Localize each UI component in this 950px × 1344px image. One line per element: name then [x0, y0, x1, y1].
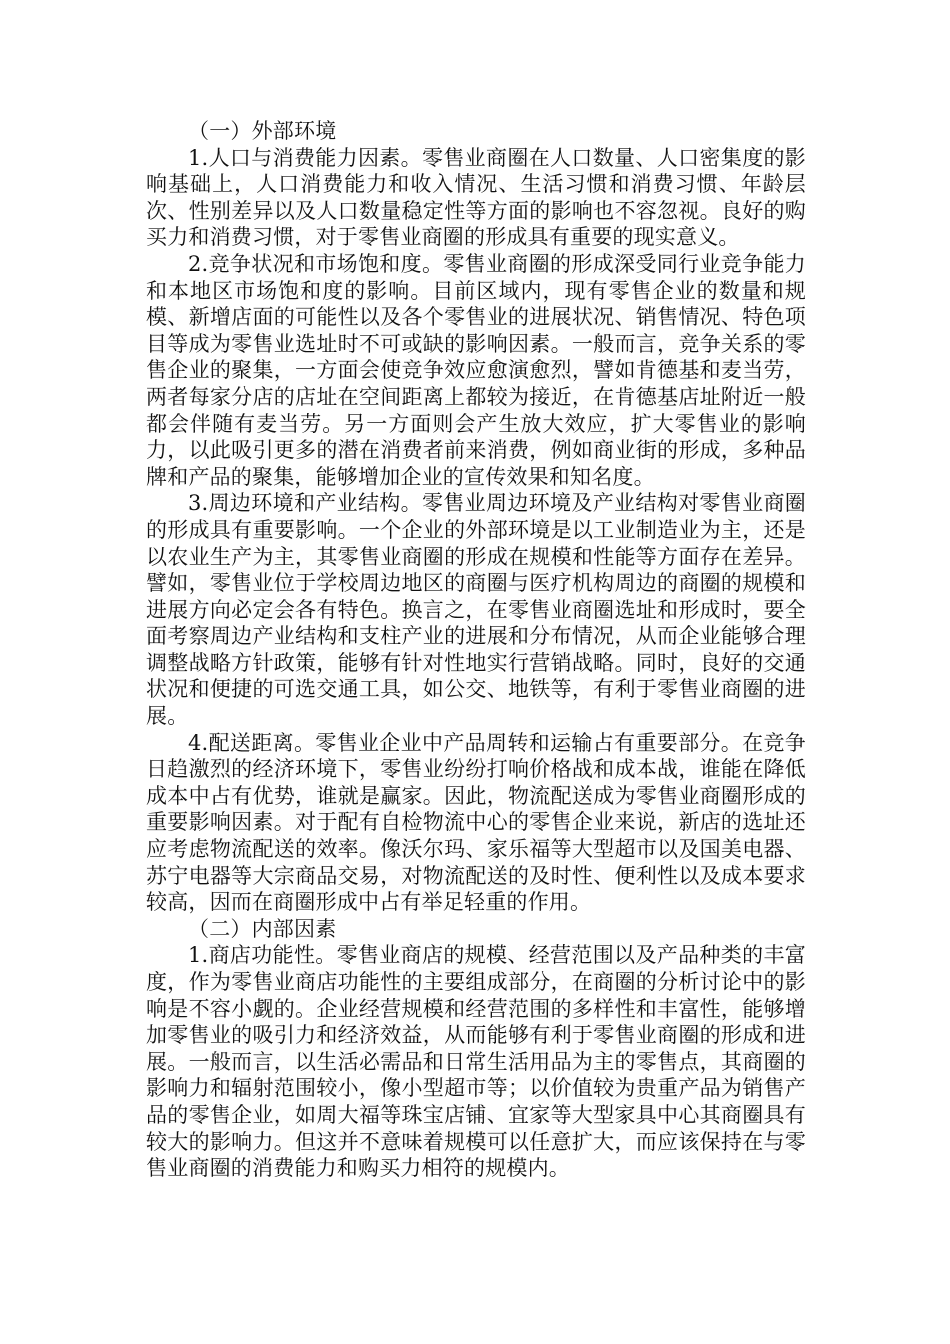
section-heading-internal: （二）内部因素 [188, 916, 337, 941]
paragraph-competition: 2.竞争状况和市场饱和度。零售业商圈的形成深受同行业竞争能力和本地区市场饱和度的影响。目前区域内，现有零售企业的数量和规模、新增店面的可能性以及各个零售业的进展状况、销售情况、特色项目等成为零售业选址时不可或缺的影响因素。一般而言，竞争关系的零售企业的聚集，一方面会使竞争效应愈演愈烈，譬如肯德基和麦当劳，两者每家分店的店址在空间距离上都较为接近，在肯德基店址附近一般都会伴随有麦当劳。另一方面则会产生放大效应，扩大零售业的影响力，以此吸引更多的潜在消费者前来消费，例如商业街的形成，多种品牌和产品的聚集，能够增加企业的宣传效果和知名度。 [146, 251, 806, 489]
paragraph-distribution: 4.配送距离。零售业企业中产品周转和运输占有重要部分。在竞争日趋激烈的经济环境下，零售业纷纷打响价格战和成本战，谁能在降低成本中占有优势，谁就是赢家。因此，物流配送成为零售业商圈形成的重要影响因素。对于配有自检物流中心的零售企业来说，新店的选址还应考虑物流配送的效率。像沃尔玛、家乐福等大型超市以及国美电器、苏宁电器等大宗商品交易，对物流配送的及时性、便利性以及成本要求较高，因而在商圈形成中占有举足轻重的作用。 [146, 730, 806, 915]
paragraph-environment: 3.周边环境和产业结构。零售业周边环境及产业结构对零售业商圈的形成具有重要影响。一个企业的外部环境是以工业制造业为主，还是以农业生产为主，其零售业商圈的形成在规模和性能等方面存在差异。譬如，零售业位于学校周边地区的商圈与医疗机构周边的商圈的规模和进展方向必定会各有特色。换言之，在零售业商圈选址和形成时，要全面考察周边产业结构和支柱产业的进展和分布情况，从而企业能够合理调整战略方针政策，能够有针对性地实行营销战略。同时，良好的交通状况和便捷的可选交通工具，如公交、地铁等，有利于零售业商圈的进展。 [146, 491, 806, 729]
document-page [146, 118, 806, 1182]
paragraph-store-function: 1.商店功能性。零售业商店的规模、经营范围以及产品种类的丰富度，作为零售业商店功能性的主要组成部分，在商圈的分析讨论中的影响是不容小觑的。企业经营规模和经营范围的多样性和丰富性，能够增加零售业的吸引力和经济效益，从而能够有利于零售业商圈的形成和进展。一般而言，以生活必需品和日常生活用品为主的零售点，其商圈的影响力和辐射范围较小，像小型超市等；以价值较为贵重产品为销售产品的零售企业，如周大福等珠宝店铺、宜家等大型家具中心其商圈具有较大的影响力。但这并不意味着规模可以任意扩大，而应该保持在与零售业商圈的消费能力和购买力相符的规模内。 [146, 943, 806, 1181]
section-heading-external: （一）外部环境 [188, 119, 337, 143]
paragraph-population: 1.人口与消费能力因素。零售业商圈在人口数量、人口密集度的影响基础上，人口消费能力和收入情况、生活习惯和消费习惯、年龄层次、性别差异以及人口数量稳定性等方面的影响也不容忽视。良好的购买力和消费习惯，对于零售业商圈的形成具有重要的现实意义。 [146, 145, 806, 250]
